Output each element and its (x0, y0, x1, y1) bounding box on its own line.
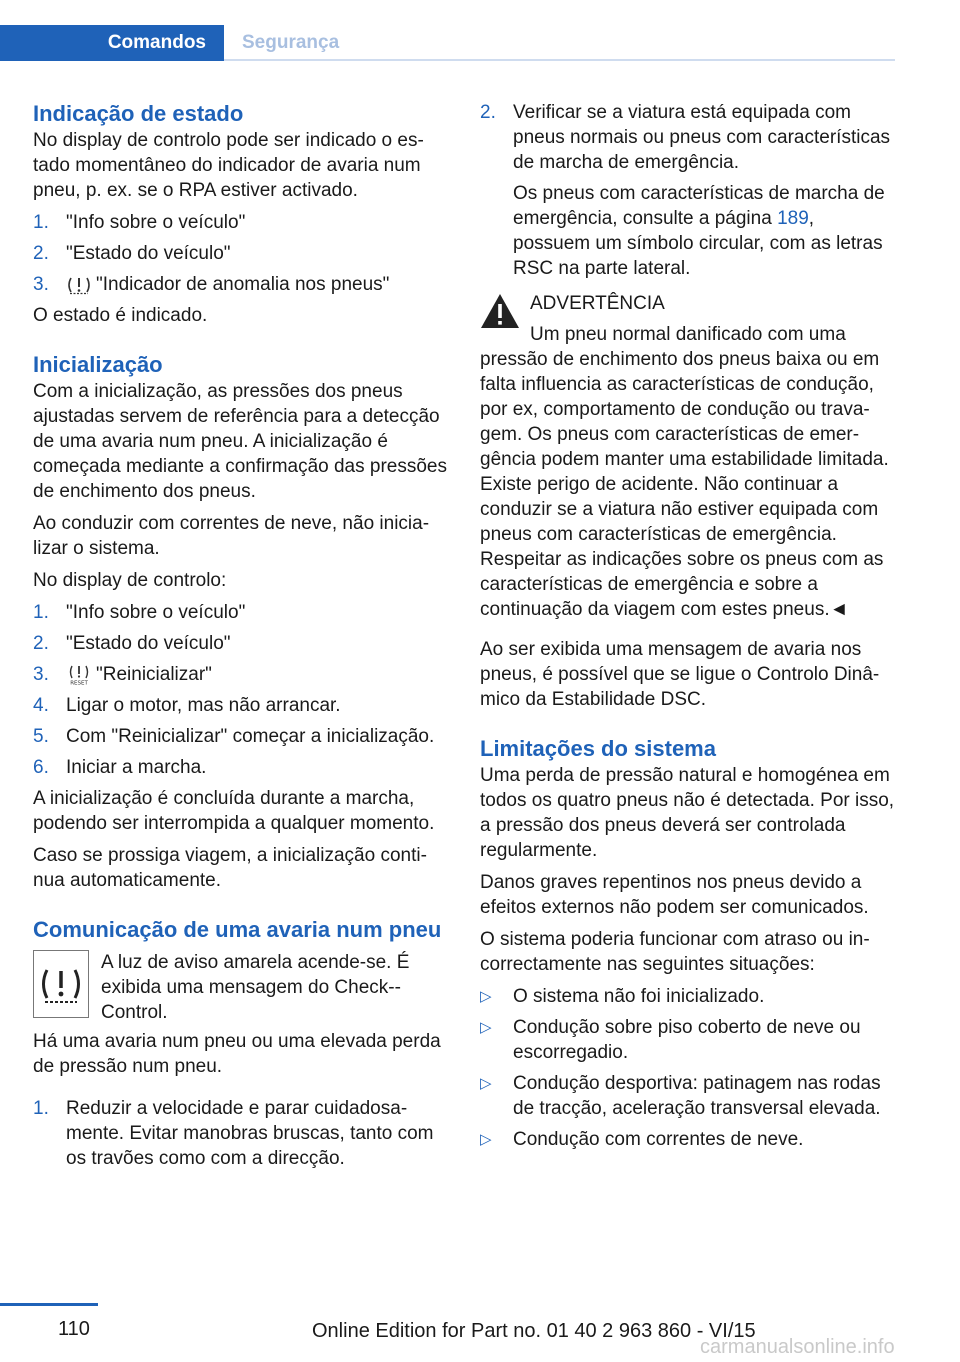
heading-fault: Comunicação de uma avaria num pneu (33, 917, 442, 942)
bullet-text: O sistema não foi inicializado. (513, 986, 765, 1007)
list-item (33, 693, 448, 718)
warning-light-block (33, 950, 448, 1025)
init-p2: Ao conduzir com correntes de neve, não inicializar o sistema. (33, 513, 430, 559)
list-item (33, 600, 448, 625)
list-item (33, 241, 448, 266)
list-item (33, 631, 448, 656)
step-text: Verificar se a viatura está equipada com pneus normais ou pneus com características de marcha de emergência. (513, 102, 891, 173)
step-text: "Estado do veículo" (66, 243, 231, 264)
dsc-note: Ao ser exibida uma mensagem de avaria nos pneus, é possível que se ligue o Controlo Dinâmico da Estabilidade DSC. (480, 639, 880, 710)
list-item (33, 662, 448, 687)
init-p4: A inicialização é concluída durante a marcha, podendo ser interrompida a qualquer momento. (33, 788, 435, 834)
fault-steps-continued (480, 100, 895, 281)
list-item (480, 1015, 895, 1065)
list-item (33, 724, 448, 749)
fault-steps (33, 1096, 448, 1171)
left-column (33, 100, 448, 1177)
watermark: carmanualsonline.info (700, 1336, 895, 1358)
step-number: 1. (33, 212, 49, 233)
heading-init: Inicialização (33, 352, 163, 377)
step-number: 5. (33, 726, 49, 747)
limits-bullets (480, 984, 895, 1152)
list-item (480, 984, 895, 1009)
warning-light-tile (33, 950, 89, 1018)
status-steps (33, 210, 448, 297)
list-item (33, 210, 448, 235)
bullet-glyph: ▷ (480, 988, 492, 1005)
heading-status: Indicação de estado (33, 101, 244, 126)
right-column (480, 100, 895, 1158)
step-text: Ligar o motor, mas não arrancar. (66, 695, 341, 716)
init-steps (33, 600, 448, 780)
bullet-glyph: ▷ (480, 1075, 492, 1092)
step-text: Com "Reinicializar" começar a inicialização. (66, 726, 435, 747)
subtext-after: , possuem um símbolo circular, com as letras RSC na parte lateral. (513, 208, 883, 279)
list-item (33, 272, 448, 297)
step-text: Iniciar a marcha. (66, 757, 207, 778)
bullet-glyph: ▷ (480, 1019, 492, 1036)
step-number: 2. (33, 633, 49, 654)
step-text: "Reinicializar" (96, 664, 212, 685)
tab-divider (224, 59, 895, 61)
step-text: "Indicador de anomalia nos pneus" (96, 274, 390, 295)
caution-header (480, 291, 895, 347)
page-link[interactable]: 189 (777, 208, 809, 229)
step-number: 1. (33, 602, 49, 623)
step-subtext (513, 181, 895, 281)
edition-text: Online Edition for Part no. 01 40 2 963 860 - VI/15 (312, 1320, 756, 1342)
limits-p1: Uma perda de pressão natural e homogénea em todos os quatro pneus não é detectada. Por isso, a pressão dos pneus deverá ser controlada regularmente. (480, 765, 895, 861)
step-text: "Info sobre o veículo" (66, 602, 246, 623)
caution-first-line: Um pneu normal danificado com uma (530, 324, 846, 345)
bullet-glyph: ▷ (480, 1131, 492, 1148)
warning-triangle-icon (480, 293, 520, 329)
step-number: 1. (33, 1098, 49, 1119)
step-number: 6. (33, 757, 49, 778)
init-p1: Com a inicialização, as pressões dos pneus ajustadas servem de referência para a detecção de uma avaria num pneu. A inicialização é começada mediante a confirmação das pressões de enchimento dos pneus. (33, 381, 448, 502)
tire-pressure-icon (66, 275, 92, 295)
step-number: 3. (33, 274, 49, 295)
tire-warning-light-icon (38, 964, 84, 1004)
bullet-text: Condução com correntes de neve. (513, 1129, 804, 1150)
subtext-before: Os pneus com características de marcha de emergência, consulte a página (513, 183, 885, 229)
caution-title: ADVERTÊNCIA (530, 293, 665, 314)
list-item (480, 1071, 895, 1121)
tab-seguranca[interactable]: Segurança (242, 32, 340, 53)
step-number: 2. (480, 102, 496, 123)
step-text: "Info sobre o veículo" (66, 212, 246, 233)
step-number: 3. (33, 664, 49, 685)
status-result: O estado é indicado. (33, 305, 208, 326)
caution-body: pressão de enchimento dos pneus baixa ou em falta influencia as características de condução, por ex, comportamento de condução ou travagem. Os pneus com características de emergência podem manter uma estabilidade limitada. Existe perigo de acidente. Não continuar a conduzir se a viatura não estiver equipada com pneus com características de emergência. Respeitar as indicações sobre os pneus com as características de emergência e sobre a continuação da viagem com estes pneus.◄ (480, 349, 889, 620)
step-number: 4. (33, 695, 49, 716)
init-p3: No display de controlo: (33, 570, 227, 591)
step-number: 2. (33, 243, 49, 264)
list-item (33, 1096, 448, 1171)
step-text: "Estado do veículo" (66, 633, 231, 654)
heading-limits: Limitações do sistema (480, 736, 716, 761)
chapter-tabs (0, 25, 895, 61)
bullet-text: Condução desportiva: patinagem nas rodas de tracção, aceleração transversal elevada. (513, 1073, 881, 1119)
caution-block (480, 291, 895, 622)
page-number: 110 (58, 1318, 90, 1340)
warning-light-text: A luz de aviso amarela acende-se. É exibida uma mensagem do Check-Control. (101, 952, 410, 1023)
limits-p3: O sistema poderia funcionar com atraso ou incorrectamente nas seguintes situações: (480, 929, 870, 975)
svg-text:RESET: RESET (70, 680, 88, 685)
init-p5: Caso se prossiga viagem, a inicialização continua automaticamente. (33, 845, 427, 891)
list-item (480, 100, 895, 281)
status-intro: No display de controlo pode ser indicado o estado momentâneo do indicador de avaria num pneu, p. ex. se o RPA estiver activado. (33, 130, 424, 201)
tire-reset-icon (66, 665, 92, 685)
bullet-text: Condução sobre piso coberto de neve ou escorregadio. (513, 1017, 861, 1063)
footer-accent-line (0, 1303, 98, 1306)
list-item (480, 1127, 895, 1152)
tab-comandos[interactable]: Comandos (0, 25, 224, 61)
limits-p2: Danos graves repentinos nos pneus devido a efeitos externos não podem ser comunicados. (480, 872, 869, 918)
step-text: Reduzir a velocidade e parar cuidadosamente. Evitar manobras bruscas, tanto com os travões como com a direcção. (66, 1098, 434, 1169)
list-item (33, 755, 448, 780)
fault-p1: Há uma avaria num pneu ou uma elevada perda de pressão num pneu. (33, 1031, 441, 1077)
